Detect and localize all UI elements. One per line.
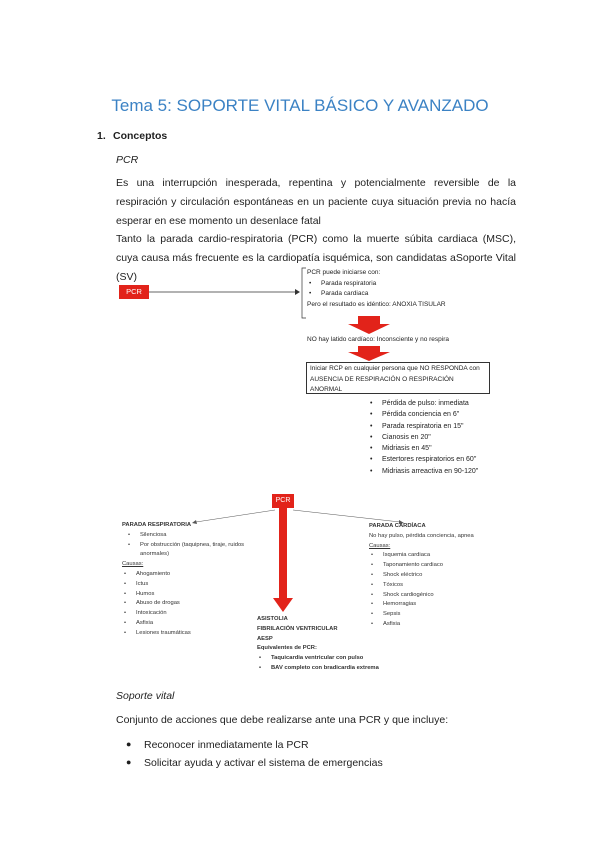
left-causes-label: Causas:: [122, 561, 144, 568]
bullet-icon: ●: [126, 757, 132, 767]
bullet-icon: ●: [126, 739, 132, 749]
section-number: 1.: [97, 130, 106, 142]
red-vertical-arrowhead: [273, 598, 293, 612]
timeline-item: • Pérdida de pulso: inmediata: [368, 398, 538, 409]
right-title: PARADA CARDÍACA: [369, 523, 426, 529]
timeline-item: • Pérdida conciencia en 6": [368, 409, 538, 420]
pcr-definition: Es una interrupción inesperada, repentina y potencialmente reversible de la respiración y circulación espontáneas en un paciente cuya situación previa no hacía esperar en ese momento un desenlace fatal: [116, 177, 516, 227]
diagram2-right-block: [369, 522, 509, 630]
equiv-label: Equivalentes de PCR:: [257, 645, 317, 652]
right-cause: • Shock eléctrico: [371, 571, 509, 581]
bottom-line: AESP: [257, 635, 273, 642]
bottom-line: FIBRILACIÓN VENTRICULAR: [257, 625, 338, 632]
left-cause: • Intoxicación: [124, 609, 262, 619]
soporte-list-item: [116, 739, 536, 753]
start-result: Pero el resultado es idéntico: ANOXIA TISULAR: [307, 300, 446, 308]
right-cause: • Asfixia: [371, 620, 509, 630]
diagram1-pcr-badge: PCR: [119, 285, 149, 299]
left-cause: • Ahogamiento: [124, 570, 262, 580]
equiv-item: • BAV completo con bradicardia extrema: [259, 664, 457, 674]
timeline-item: • Midriasis arreactiva en 90-120": [368, 466, 538, 477]
soporte-item-text: Reconocer inmediatamente la PCR: [144, 739, 309, 751]
soporte-list-item: [116, 757, 536, 771]
left-cause: • Asfixia: [124, 619, 262, 629]
start-label: PCR puede iniciarse con:: [307, 269, 381, 276]
timeline-item: • Estertores respiratorios en 60": [368, 454, 538, 465]
start-item: • Parada cardiaca: [307, 289, 497, 300]
left-item: • Silenciosa: [128, 531, 262, 541]
diagram2-bottom-block: [257, 615, 457, 674]
left-item: • Por obstrucción (taquipnea, tiraje, ruidos anormales): [128, 541, 262, 561]
red-vertical-arrow-shaft: [279, 508, 287, 600]
left-cause: • Humos: [124, 590, 262, 600]
equiv-item: • Taquicardia ventricular con pulso: [259, 654, 457, 664]
left-cause: • Lesiones traumáticas: [124, 629, 262, 639]
right-cause: • Shock cardiogénico: [371, 591, 509, 601]
soporte-item-text: Solicitar ayuda y activar el sistema de emergencias: [144, 757, 383, 769]
left-cause: • Ictus: [124, 580, 262, 590]
right-causes-label: Causas:: [369, 542, 391, 549]
right-desc: No hay pulso, pérdida conciencia, apnea: [369, 532, 474, 539]
timeline-item: • Midriasis en 45": [368, 443, 538, 454]
right-cause: • Isquemia cardiaca: [371, 551, 509, 561]
section-title: Conceptos: [113, 130, 168, 142]
soporte-intro: Conjunto de acciones que debe realizarse ante una PCR y que incluye:: [116, 714, 449, 726]
step3-text: Iniciar RCP en cualquier persona que NO RESPONDA con AUSENCIA DE RESPIRACIÓN O RESPIRACIÓN ANORMAL: [310, 365, 480, 393]
left-cause: • Abuso de drogas: [124, 599, 262, 609]
page-title: Tema 5: SOPORTE VITAL BÁSICO Y AVANZADO: [111, 96, 489, 115]
soporte-heading: Soporte vital: [116, 690, 175, 702]
right-cause: • Hemorragias: [371, 600, 509, 610]
timeline-item: • Parada respiratoria en 15": [368, 421, 538, 432]
start-item: • Parada respiratoria: [307, 279, 497, 290]
diagram2-left-block: [122, 521, 262, 639]
diagram1-step2: NO hay latido cardíaco: Inconsciente y no respira: [307, 336, 449, 343]
right-cause: • Tóxicos: [371, 581, 509, 591]
right-cause: • Sepsis: [371, 610, 509, 620]
pcr-heading: PCR: [116, 154, 139, 166]
right-branch-line: [293, 510, 400, 522]
pcr-cardiac-paragraph: Tanto la parada cardio-respiratoria (PCR) como la muerte súbita cardiaca (MSC), cuya causa más frecuente es la cardiopatía isquémica, son candidatas aSoporte Vital (SV): [116, 233, 516, 283]
bottom-line: ASISTOLIA: [257, 616, 288, 622]
right-cause: • Taponamiento cardiaco: [371, 561, 509, 571]
left-title: PARADA RESPIRATORIA: [122, 522, 192, 528]
diagram2-pcr-badge: PCR: [272, 494, 294, 508]
timeline-item: • Cianosis en 20": [368, 432, 538, 443]
